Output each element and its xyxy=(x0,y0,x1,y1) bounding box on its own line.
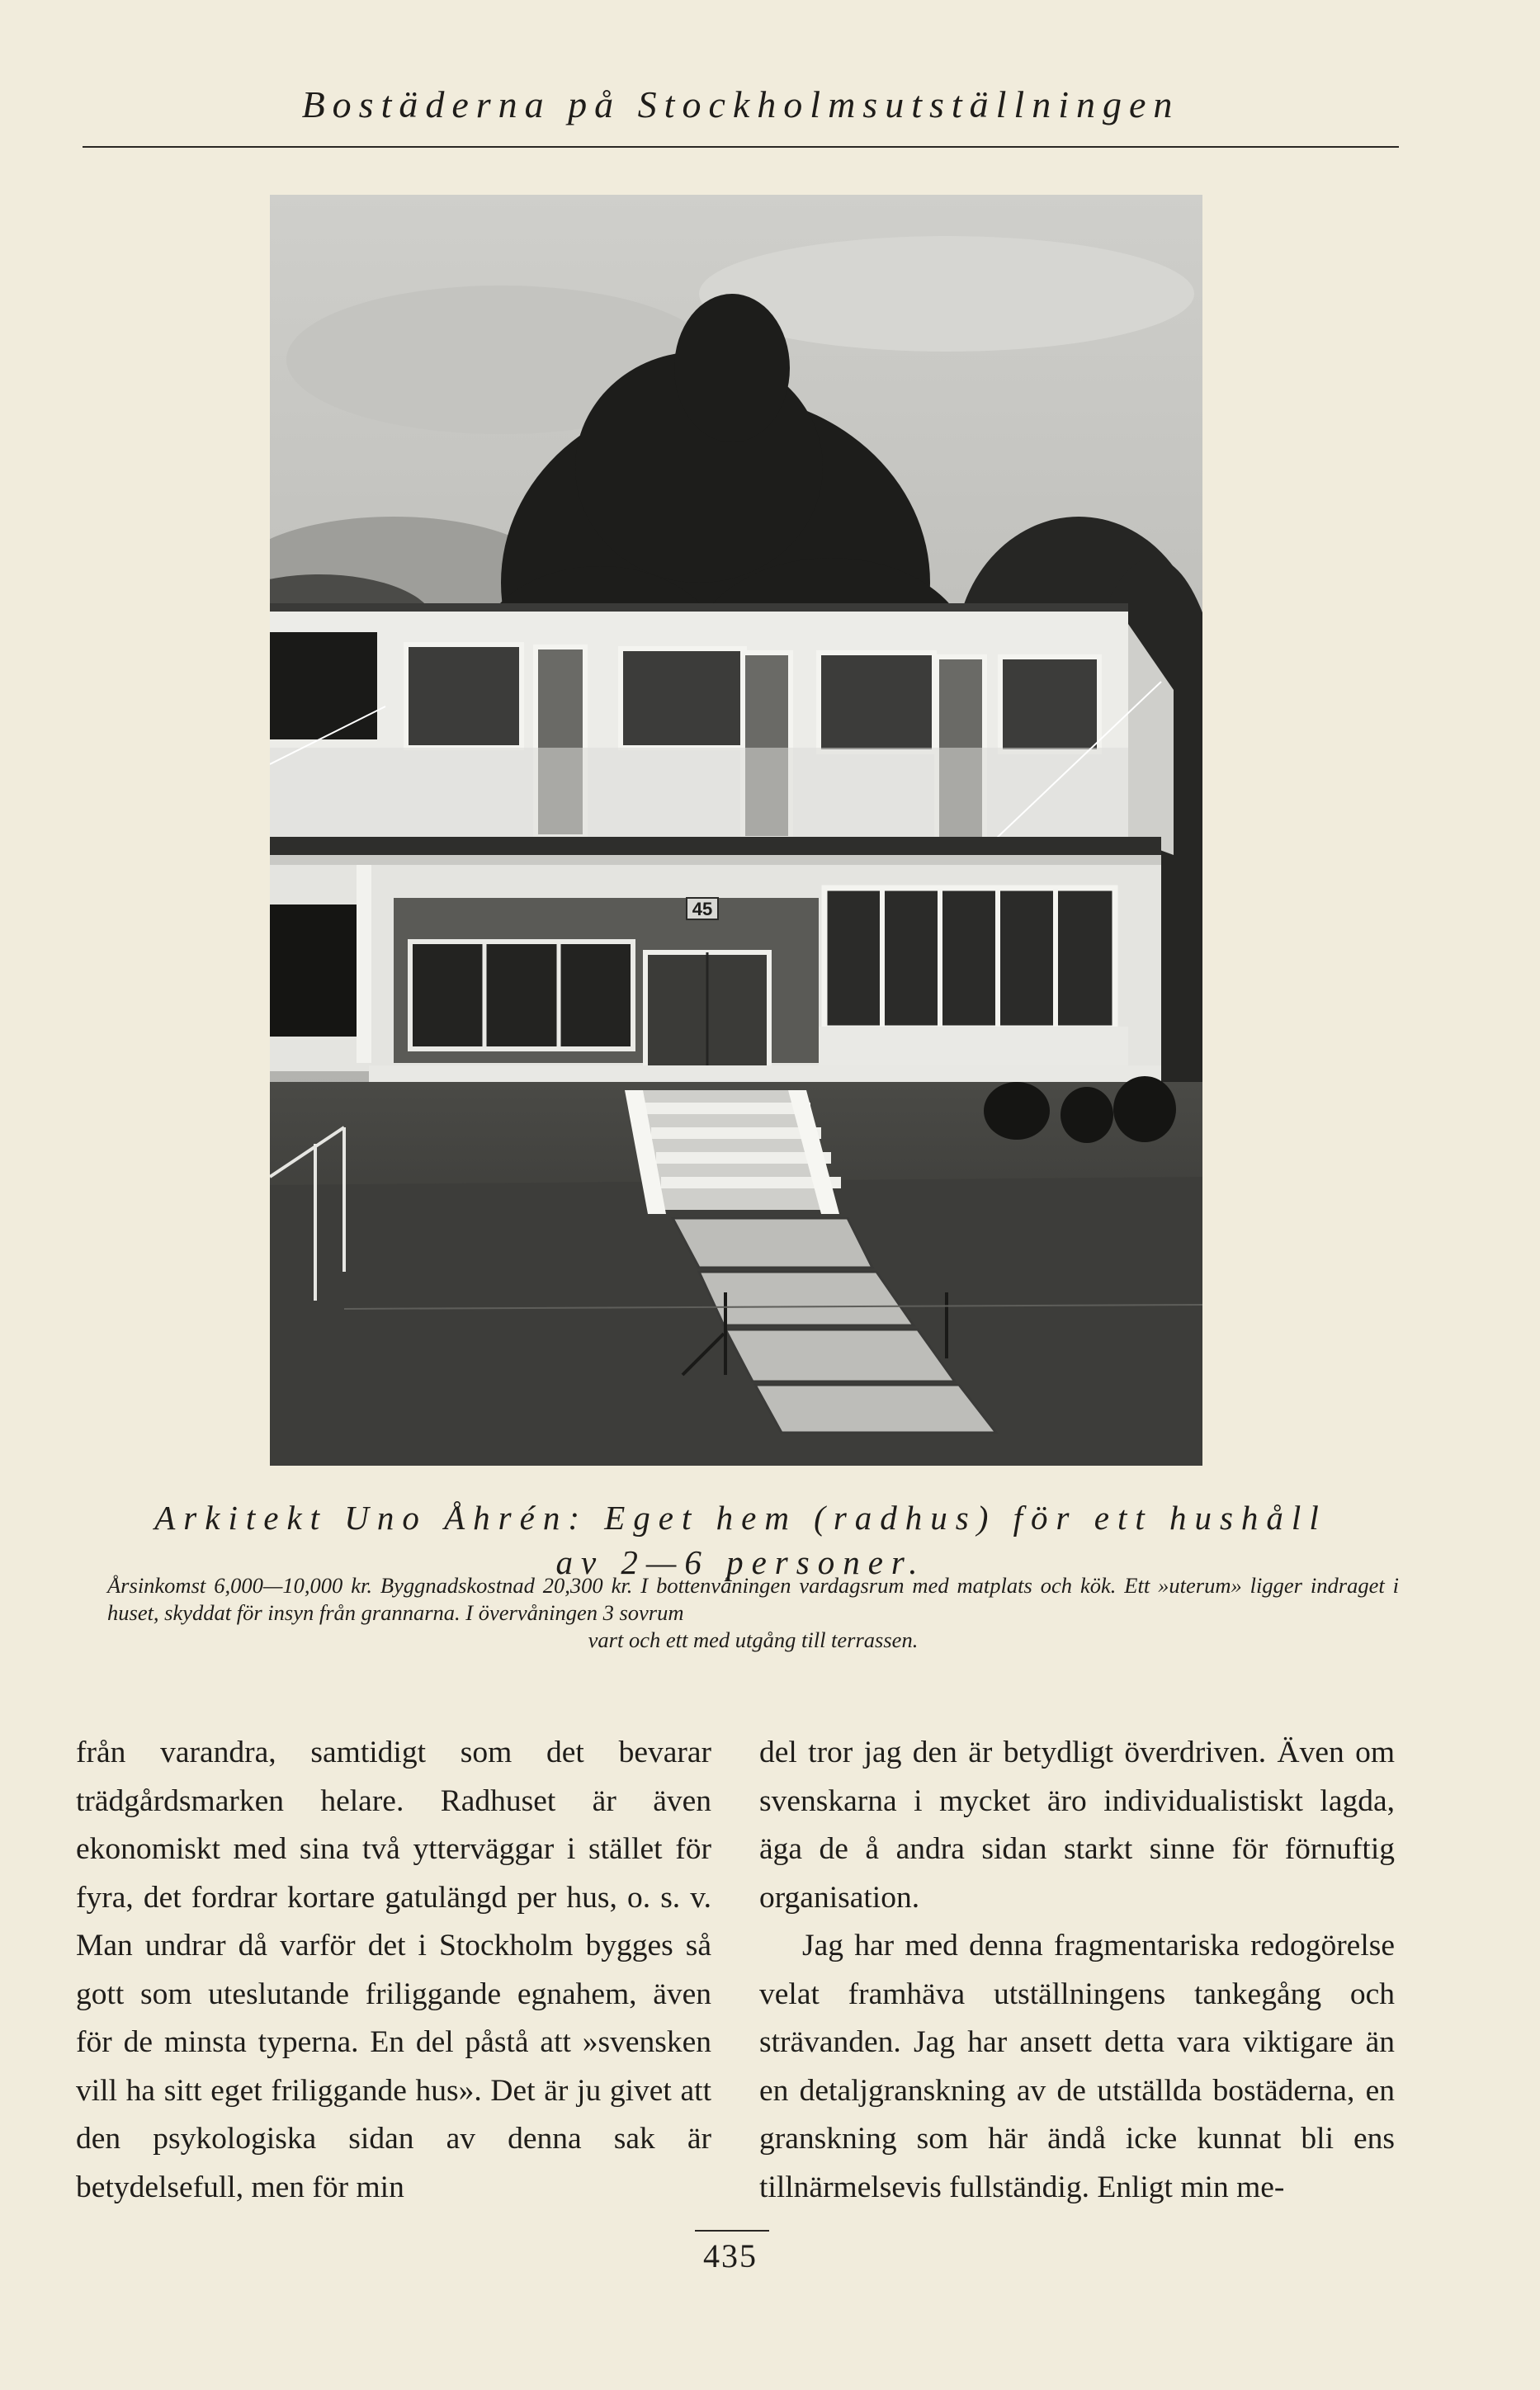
left-column xyxy=(76,1729,711,2212)
caption-text-last-line: vart och ett med utgång till terrassen. xyxy=(588,1627,919,1652)
caption-text-body: Årsinkomst 6,000—10,000 kr. Byggnadskostnad 20,300 kr. I bottenvåningen vardagsrum med matplats och kök. Ett »uterum» ligger indraget i huset, skyddat för insyn från grannarna. I övervåningen 3 sovrum xyxy=(107,1573,1399,1625)
house-photograph xyxy=(270,195,1202,1466)
right-column xyxy=(759,1729,1395,2212)
caption-title-line-1: Arkitekt Uno Åhrén: Eget hem (radhus) för ett hushåll xyxy=(154,1499,1327,1537)
upper-storey xyxy=(270,603,1174,855)
page-number-rule xyxy=(695,2230,769,2232)
caption-title-line-2: av 2—6 personer. xyxy=(555,1543,926,1581)
caption-text xyxy=(107,1572,1399,1654)
left-column-paragraph: från varandra, samtidigt som det bevarar trädgårdsmarken helare. Radhuset är även ekonomiskt med sina två ytterväggar i stället för fyra, det fordrar kortare gatulängd per hus, o. s. v. Man undrar då varför det i Stockholm bygges så gott som uteslutande friliggande egnahem, även för de minsta typerna. En del påstå att »svensken vill ha sitt eget friliggande hus». Det är ju givet att den psykologiska sidan av denna sak är betydelsefull, men för min xyxy=(76,1736,711,2204)
running-head: Bostäderna på Stockholmsutställningen xyxy=(301,83,1180,125)
front-steps xyxy=(625,1090,841,1214)
page-number: 435 xyxy=(703,2237,758,2274)
right-column-paragraph-1: del tror jag den är betydligt överdriven. Även om svenskarna i mycket äro individualistiskt lagda, äga de å andra sidan starkt sinne för förnuftig organisation. xyxy=(759,1736,1395,1915)
right-column-paragraph-2: Jag har med denna fragmentariska redogörelse velat framhäva utställningens tankegång och strävanden. Jag har ansett detta vara viktigare än en detaljgranskning av de utställda bostäderna, en granskning som här ändå icke kunnat bli ens tillnärmelsevis fullständig. Enligt min me- xyxy=(759,1929,1395,2204)
house-number: 45 xyxy=(692,899,713,919)
caption-title xyxy=(83,1495,1399,1585)
header-rule xyxy=(83,146,1399,148)
